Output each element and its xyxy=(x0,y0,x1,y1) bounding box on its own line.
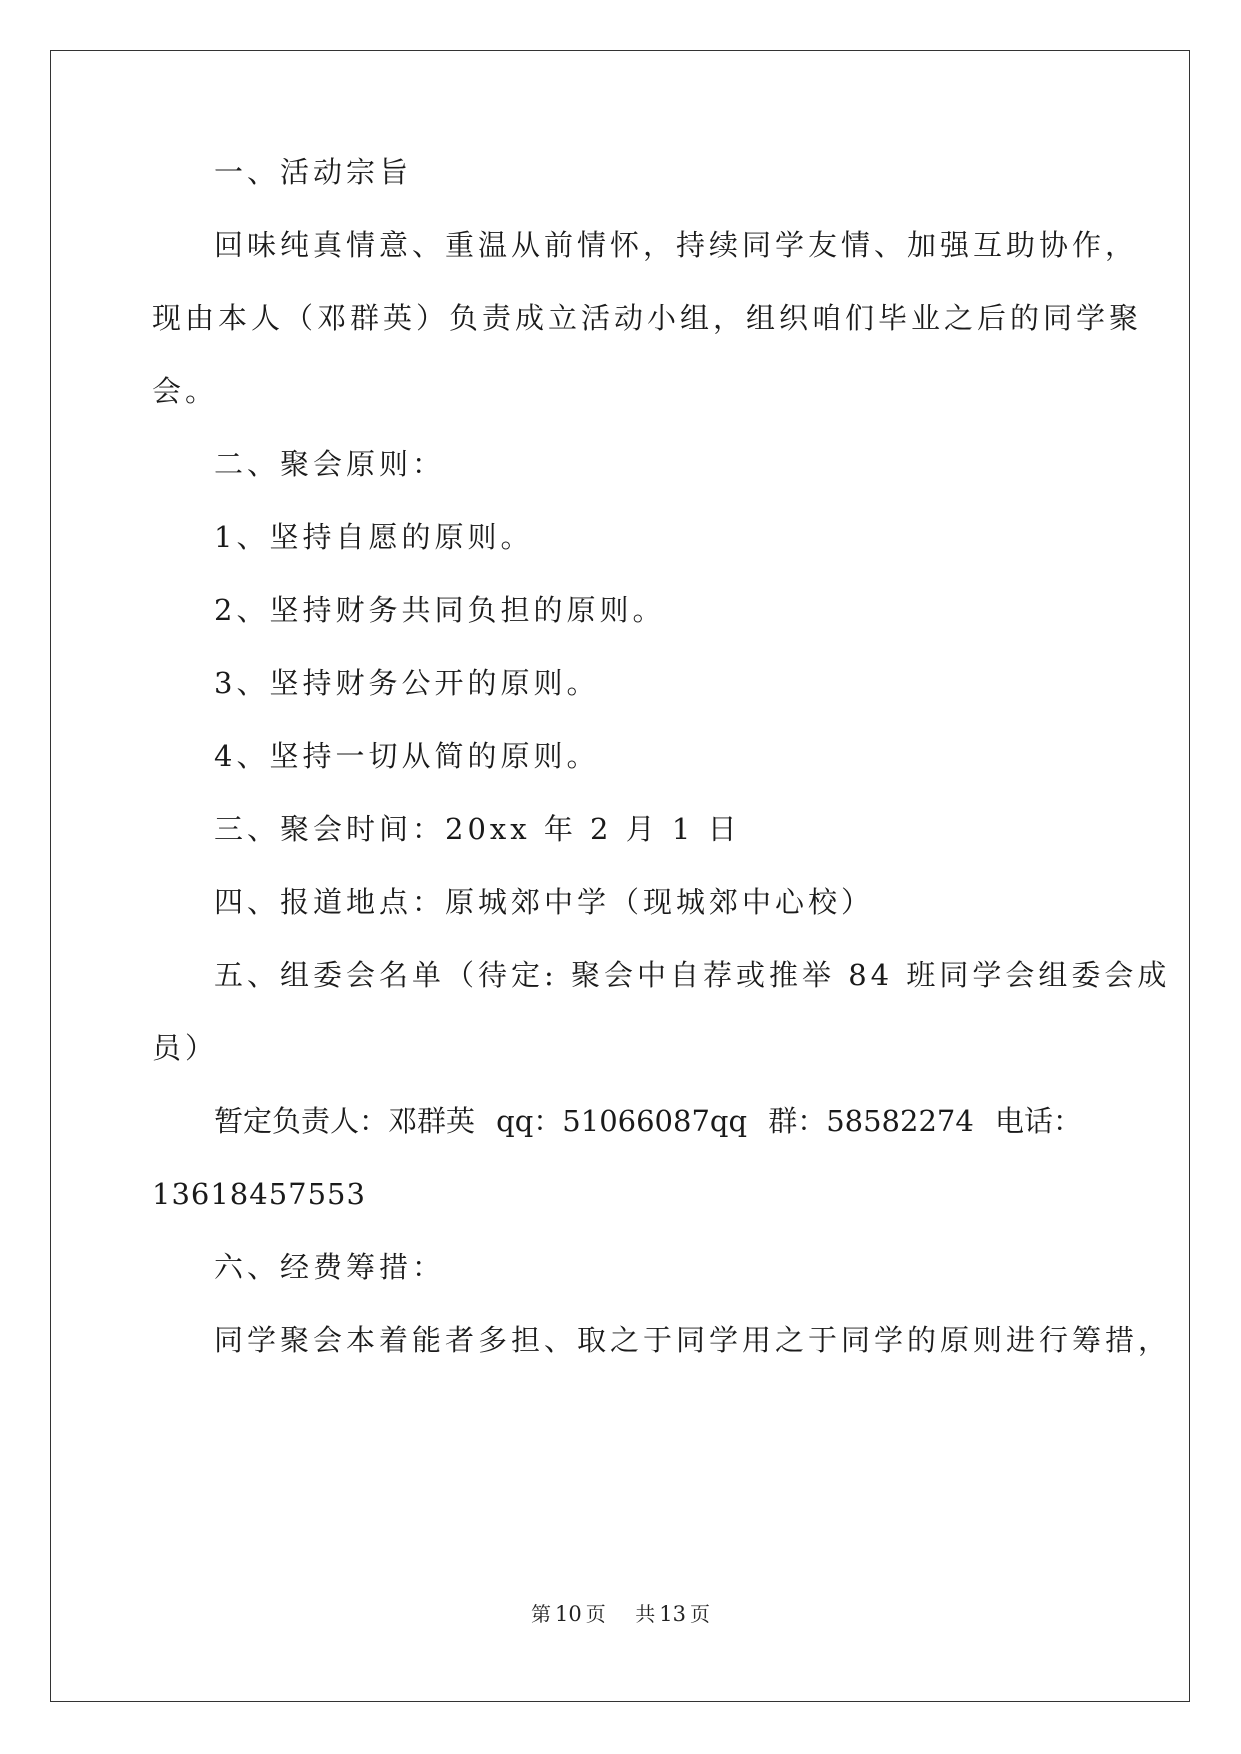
contact-qq: qq：51066087qq xyxy=(496,1104,748,1138)
contact-person: 暂定负责人：邓群英 xyxy=(214,1104,476,1138)
list-item: 1、坚持自愿的原则。 xyxy=(214,520,534,554)
footer-current-page: 10 xyxy=(555,1602,582,1626)
contact-phone-number: 13618457553 xyxy=(152,1177,366,1211)
heading-committee: 五、组委会名单（待定: 聚会中自荐或推举 84 班同学会组委会成 xyxy=(214,958,1171,992)
paragraph-line: 回味纯真情意、重温从前情怀，持续同学友情、加强互助协作， xyxy=(214,228,1139,262)
paragraph-line: 现由本人（邓群英）负责成立活动小组，组织咱们毕业之后的同学聚 xyxy=(152,301,1143,335)
heading-purpose: 一、活动宗旨 xyxy=(214,155,413,189)
page-footer xyxy=(0,1600,1241,1628)
contact-phone-label: 电话： xyxy=(994,1104,1082,1138)
list-item: 4、坚持一切从简的原则。 xyxy=(214,739,600,773)
list-item: 2、坚持财务共同负担的原则。 xyxy=(214,593,666,627)
heading-time: 三、聚会时间：20xx 年 2 月 1 日 xyxy=(214,812,741,846)
list-item: 3、坚持财务公开的原则。 xyxy=(214,666,600,700)
footer-page-word: 页 xyxy=(585,1602,606,1626)
heading-location: 四、报道地点：原城郊中学（现城郊中心校） xyxy=(214,885,875,919)
footer-prefix: 第 xyxy=(531,1602,552,1626)
contact-line xyxy=(214,1101,1082,1141)
footer-total-prefix: 共 xyxy=(635,1602,656,1626)
paragraph-line: 会。 xyxy=(152,374,219,408)
footer-total-pages: 13 xyxy=(659,1602,686,1626)
contact-group: 群：58582274 xyxy=(768,1104,974,1138)
paragraph-line: 员） xyxy=(152,1031,219,1065)
heading-principles: 二、聚会原则： xyxy=(214,447,446,481)
footer-total-suffix: 页 xyxy=(689,1602,710,1626)
heading-funding: 六、经费筹措： xyxy=(214,1250,446,1284)
paragraph-line: 同学聚会本着能者多担、取之于同学用之于同学的原则进行筹措， xyxy=(214,1323,1172,1357)
